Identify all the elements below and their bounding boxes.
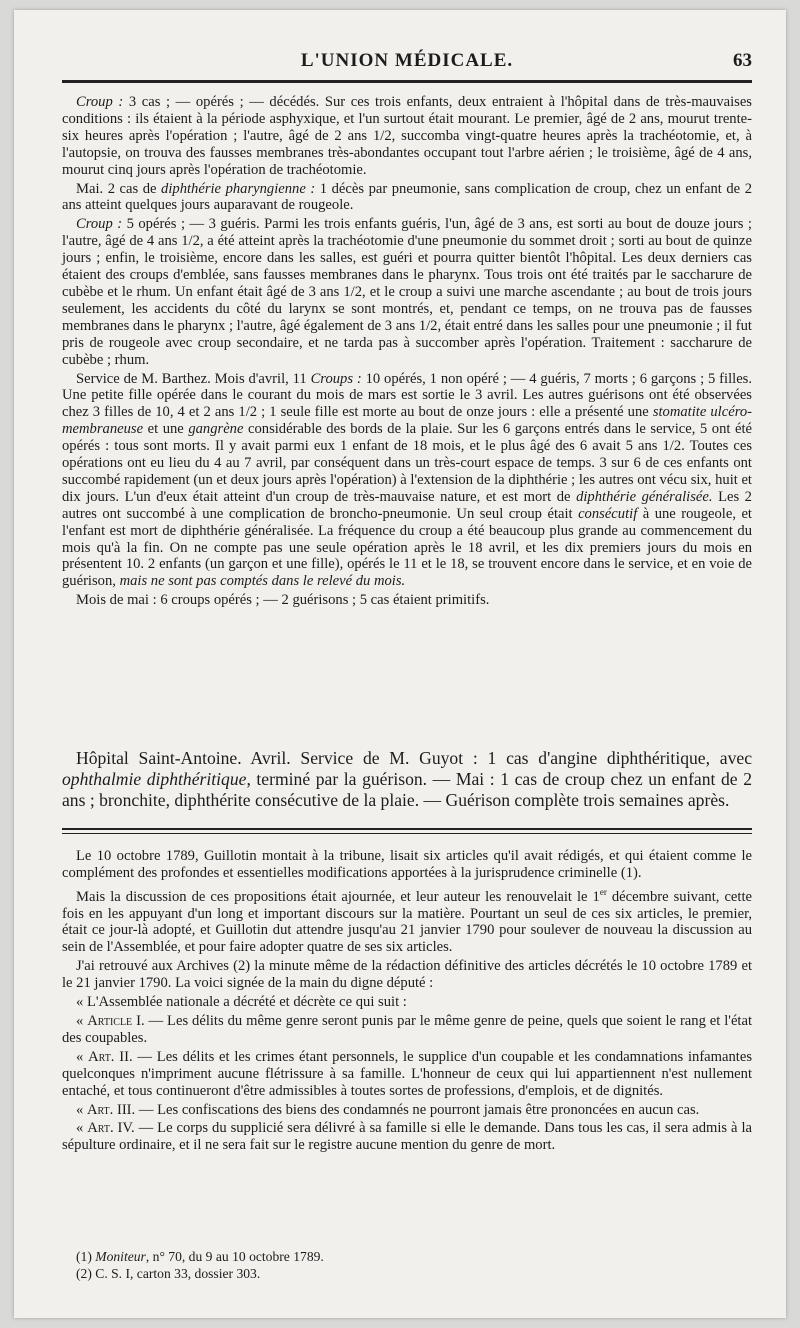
running-head bbox=[62, 50, 752, 76]
article-1: « Article I. — Les délits du même genre seront punis par le même genre de peine, quels que soient le rang et l'état des coupables. bbox=[62, 1013, 753, 1046]
paragraph: Le 10 octobre 1789, Guillotin montait à la tribune, lisait six articles qu'il avait rédigés, et qui étaient comme le complément des profondes et essentielles modifications apportées à la jurisprudence criminelle (1). bbox=[62, 848, 752, 881]
emphasis: Croups : bbox=[310, 370, 362, 387]
paragraph-text: Mai. 2 cas de bbox=[76, 180, 162, 197]
superscript: er bbox=[599, 886, 607, 897]
article-2: « Art. II. — Les délits et les crimes étant personnels, le supplice d'un coupable et les condamnations infamantes quelconques n'impriment aucune flétrissure à sa famille. L'honneur de ceux qui lui appartiennent n'est nullement entaché, et tous continueront d'être admissibles à toutes sortes de professions, d'emplois, et de dignités. bbox=[62, 1048, 752, 1099]
paragraph: J'ai retrouvé aux Archives (2) la minute même de la rédaction définitive des articles décrétés le 10 octobre 1789 et le 21 janvier 1790. La voici signée de la main du digne député : bbox=[62, 958, 752, 992]
paragraph-text: 5 opérés ; — 3 guéris. Parmi les trois enfants guéris, l'un, âgé de 3 ans, est sorti au bout de douze jours ; l'autre, âgé de 4 ans 1/2, a été atteint après la trachéotomie d'une pneumonie du sommet droit ; sorti au bout de quinze jours ; enfin, le troisième, encore dans les salles, est guéri et pourra quitter bientôt l'hôpital. Les deux derniers cas étaient des croups d'emblée, sans fausses membranes dans le pharynx. Tous trois ont été traités par le saccharure de cubèbe et le rhum. Un enfant était âgé de 3 ans 1/2, et le croup a suivi une marche ascendante ; au bout de trois jours seulement, les accidents du côté du larynx se sont montrés, et, pendant ce temps, on ne trouva pas de fausses membranes dans le pharynx ; l'autre, âgé également de 3 ans 1/2, était entré dans les salles pour une pneumonie ; il fut pris de rougeole avec croup secondaire, et ne tarda pas à succomber après l'opération. Traitement : saccharure de cubèbe ; rhum. bbox=[62, 216, 752, 368]
article-4: « Art. IV. — Le corps du supplicié sera délivré à sa famille si elle le demande. Dans tous les cas, il sera admis à la sépulture ordinaire, et il ne sera fait sur le registre aucune mention du genre de mort. bbox=[62, 1120, 752, 1154]
article-3: « Art. III. — Les confiscations des biens des condamnés ne pourront jamais être prononcées en aucun cas. bbox=[76, 1101, 700, 1118]
paragraph bbox=[62, 181, 752, 215]
footnote-source: Moniteur bbox=[95, 1249, 146, 1264]
footnote-text: , n° 70, du 9 au 10 octobre 1789. bbox=[145, 1249, 324, 1264]
paragraph-text: 10 opérés, 1 non opéré ; — 4 guéris, 7 morts ; 6 garçons ; 5 filles. Une petite fille opérée dans le courant du mois de mars est sortie le 3 avril. Les autres guérisons ont été observées chez 3 filles de 10, 4 et 2 ans 1/2 ; 1 seule fille est morte au bout de onze jours : elle a présenté une bbox=[62, 370, 752, 421]
paragraph-text: et une bbox=[143, 421, 189, 438]
paragraph-text: Les 2 autres ont succombé à une complication de broncho-pneumonie. Un seul croup était bbox=[62, 488, 752, 522]
paragraph-text: Service de M. Barthez. Mois d'avril, 11 bbox=[76, 370, 311, 387]
croup-label: Croup : bbox=[76, 94, 124, 110]
header-rule bbox=[62, 80, 752, 83]
article-label: Article I. bbox=[87, 1013, 145, 1030]
paragraph bbox=[62, 371, 752, 591]
paragraph-text: décembre suivant, cette fois en les appuyant d'un long et important discours sur la matière. Pourtant un seul de ces six articles, le premier, était ce jour-là adopté, et Guillotin dut attendre jusqu'au 21 janvier 1790 pour soulever de nouveau la discussion au sein de l'Assemblée, et pour faire adopter quatre de ses six articles. bbox=[62, 888, 752, 956]
footnotes bbox=[76, 1248, 752, 1282]
paragraph-text: à une rougeole, et l'enfant est mort de diphthérie généralisée. La fréquence du croup a été beaucoup plus grande au commencement du mois qu'à la fin. On ne compte pas une seule opération après le 18 avril, et les dix premiers jours du mois en présentent 10. 2 enfants (un garçon et une fille), opérés le 11 et le 18, se trouvent encore dans le service, et en voie de guérison, bbox=[62, 505, 752, 590]
decree-intro: « L'Assemblée nationale a décrété et décrète ce qui suit : bbox=[76, 994, 407, 1011]
paragraph-text: Mais la discussion de ces propositions était ajournée, et leur auteur les renouvelait le 1 bbox=[76, 888, 600, 905]
paragraph bbox=[62, 216, 752, 368]
page-number: 63 bbox=[733, 50, 752, 71]
footnote-1 bbox=[76, 1248, 752, 1265]
emphasis: diphthérie pharyngienne : bbox=[161, 180, 316, 197]
croup-label: Croup : bbox=[76, 216, 123, 233]
footnote-2: (2) C. S. I, carton 33, dossier 303. bbox=[76, 1266, 261, 1281]
emphasis: ophthalmie diphthéritique bbox=[62, 769, 247, 789]
article-label: Art. II. bbox=[88, 1048, 133, 1065]
report-section bbox=[62, 94, 752, 609]
page bbox=[14, 10, 786, 1318]
article-label: Art. IV. bbox=[87, 1120, 135, 1137]
paragraph-text: 1 décès par pneumonie, sans complication de croup, chez un enfant de 2 ans atteint quelques jours auparavant de rougeole. bbox=[62, 180, 752, 214]
footnote-number: (1) bbox=[76, 1249, 96, 1264]
article-text: — Les délits et les crimes étant personnels, le supplice d'un coupable et les condamnations infamantes quelconques n'impriment aucune flétrissure à sa famille. L'honneur de ceux qui lui appartiennent n'est nullement entaché, et tous continueront d'être admissibles à toutes sortes de professions, d'emplois, et de dignités. bbox=[62, 1048, 752, 1099]
article-text: — Le corps du supplicié sera délivré à sa famille si elle le demande. Dans tous les cas, il sera admis à la sépulture ordinaire, et il ne sera fait sur le registre aucune mention du genre de mort. bbox=[62, 1120, 752, 1154]
saint-antoine-section bbox=[62, 748, 752, 811]
emphasis: stomatite ulcéro-membraneuse bbox=[62, 404, 752, 438]
article-text: — Les délits du même genre seront punis par le même genre de peine, quels que soient le rang et l'état des coupables. bbox=[62, 1013, 753, 1046]
emphasis: gangrène bbox=[188, 421, 244, 438]
emphasis: diphthérie généralisée. bbox=[576, 488, 713, 505]
paragraph bbox=[62, 748, 752, 811]
article-label: Art. III. bbox=[86, 1101, 136, 1118]
paragraph bbox=[62, 884, 752, 956]
paragraph-text: , terminé par la guérison. — Mai : 1 cas de croup chez un enfant de 2 ans ; bronchite, diphthérite consécutive de la plaie. — Guérison complète trois semaines après. bbox=[62, 769, 752, 810]
emphasis: consécutif bbox=[578, 505, 638, 522]
paragraph: Mois de mai : 6 croups opérés ; — 2 guérisons ; 5 cas étaient primitifs. bbox=[76, 592, 490, 609]
article-text: — Les confiscations des biens des condamnés ne pourront jamais être prononcées en aucun cas. bbox=[135, 1101, 700, 1118]
section-divider bbox=[62, 828, 752, 834]
paragraph-text: 3 cas ; — opérés ; — décédés. Sur ces trois enfants, deux entraient à l'hôpital dans de très-mauvaises conditions : ils étaient à la période asphyxique, et l'un surtout était mourant. Le premier, âgé de 2 ans, mourut trente-six heures après l'opération ; l'autre, âgé de 2 ans 1/2, succomba vingt-quatre heures après la trachéotomie, et, à l'autopsie, on trouva des fausses membranes très-abondantes occupant tout l'arbre aérien ; le troisième, âgé de 4 ans, mourut cinq jours après l'opération de trachéotomie. bbox=[62, 94, 752, 178]
guillotin-section bbox=[62, 848, 752, 1154]
paragraph-text: considérable des bords de la plaie. Sur les 6 garçons entrés dans le service, 5 ont été opérés : tous sont morts. Il y avait parmi eux 1 enfant de 18 mois, et le plus âgé des 6 avait 5 ans 1/2. Toutes ces opérations ont eu lieu du 4 au 7 avril, par conséquent dans un très-court espace de temps. 3 sur 6 de ces enfants ont succombé rapidement (un et deux jours après l'opération) à l'extension de la diphthérie ; les autres ont vécu six, huit et dix jours. L'un d'eux était atteint d'un croup de très-mauvaise nature, et est mort de bbox=[62, 421, 752, 505]
paragraph-text: Hôpital Saint-Antoine. Avril. Service de M. Guyot : 1 cas d'angine diphthéritique, avec bbox=[76, 748, 752, 768]
emphasis: mais ne sont pas comptés dans le relevé du mois. bbox=[119, 573, 406, 590]
journal-title: L'UNION MÉDICALE. bbox=[300, 50, 514, 71]
paragraph bbox=[62, 94, 752, 179]
